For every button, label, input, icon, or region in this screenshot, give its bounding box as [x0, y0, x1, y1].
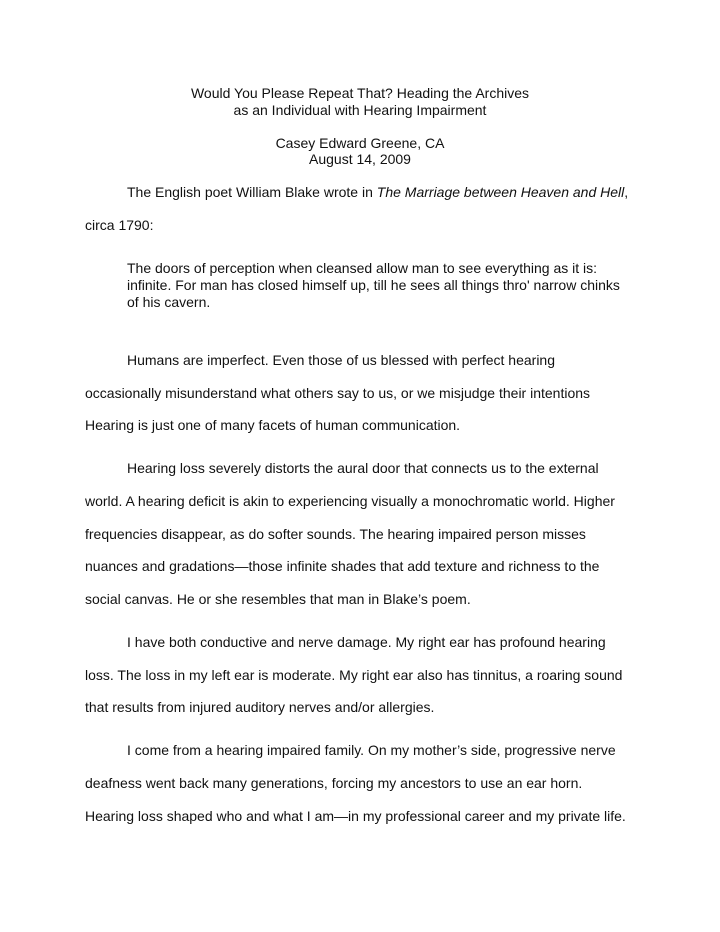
title-line-2: as an Individual with Hearing Impairment [233, 102, 487, 118]
intro-suffix: , [624, 184, 629, 200]
quote-line: The doors of perception when cleansed allow man to see everything as it is: [127, 260, 598, 276]
paragraph-line: I come from a hearing impaired family. On my mother’s side, progressive nerve [127, 742, 616, 758]
intro-prefix: The English poet William Blake wrote in [127, 184, 377, 200]
author: Casey Edward Greene, CA [275, 135, 445, 151]
quote-line: of his cavern. [127, 294, 211, 310]
title-line-1: Would You Please Repeat That? Heading the Archives [190, 85, 530, 101]
quote-line: infinite. For man has closed himself up, till he sees all things thro' narrow chinks [127, 277, 620, 293]
paragraph-line: frequencies disappear, as do softer sounds. The hearing impaired person misses [85, 526, 586, 542]
paragraph-line: deafness went back many generations, forcing my ancestors to use an ear horn. [85, 775, 583, 791]
paragraph-line: occasionally misunderstand what others say to us, or we misjudge their intentions [85, 385, 591, 401]
work-title: The Marriage between Heaven and Hell [376, 184, 625, 200]
paragraph-line: Hearing is just one of many facets of human communication. [85, 417, 461, 433]
paragraph-line: Humans are imperfect. Even those of us blessed with perfect hearing [127, 352, 555, 368]
paragraph-line: Hearing loss shaped who and what I am—in my professional career and my private life. [85, 808, 626, 824]
paragraph-line: world. A hearing deficit is akin to experiencing visually a monochromatic world. Higher [85, 493, 615, 509]
paragraph-line: Hearing loss severely distorts the aural door that connects us to the external [127, 460, 599, 476]
paragraph-line: social canvas. He or she resembles that man in Blake’s poem. [85, 591, 471, 607]
intro-line-1 [127, 184, 628, 201]
paragraph-line: nuances and gradations—those infinite shades that add texture and richness to the [85, 558, 600, 574]
date: August 14, 2009 [309, 151, 411, 167]
paragraph-line: I have both conductive and nerve damage. My right ear has profound hearing [127, 634, 606, 650]
paragraph-line: that results from injured auditory nerves and/or allergies. [85, 699, 435, 715]
intro-line-2: circa 1790: [85, 217, 154, 233]
paragraph-line: loss. The loss in my left ear is moderate. My right ear also has tinnitus, a roaring sound [85, 667, 623, 683]
